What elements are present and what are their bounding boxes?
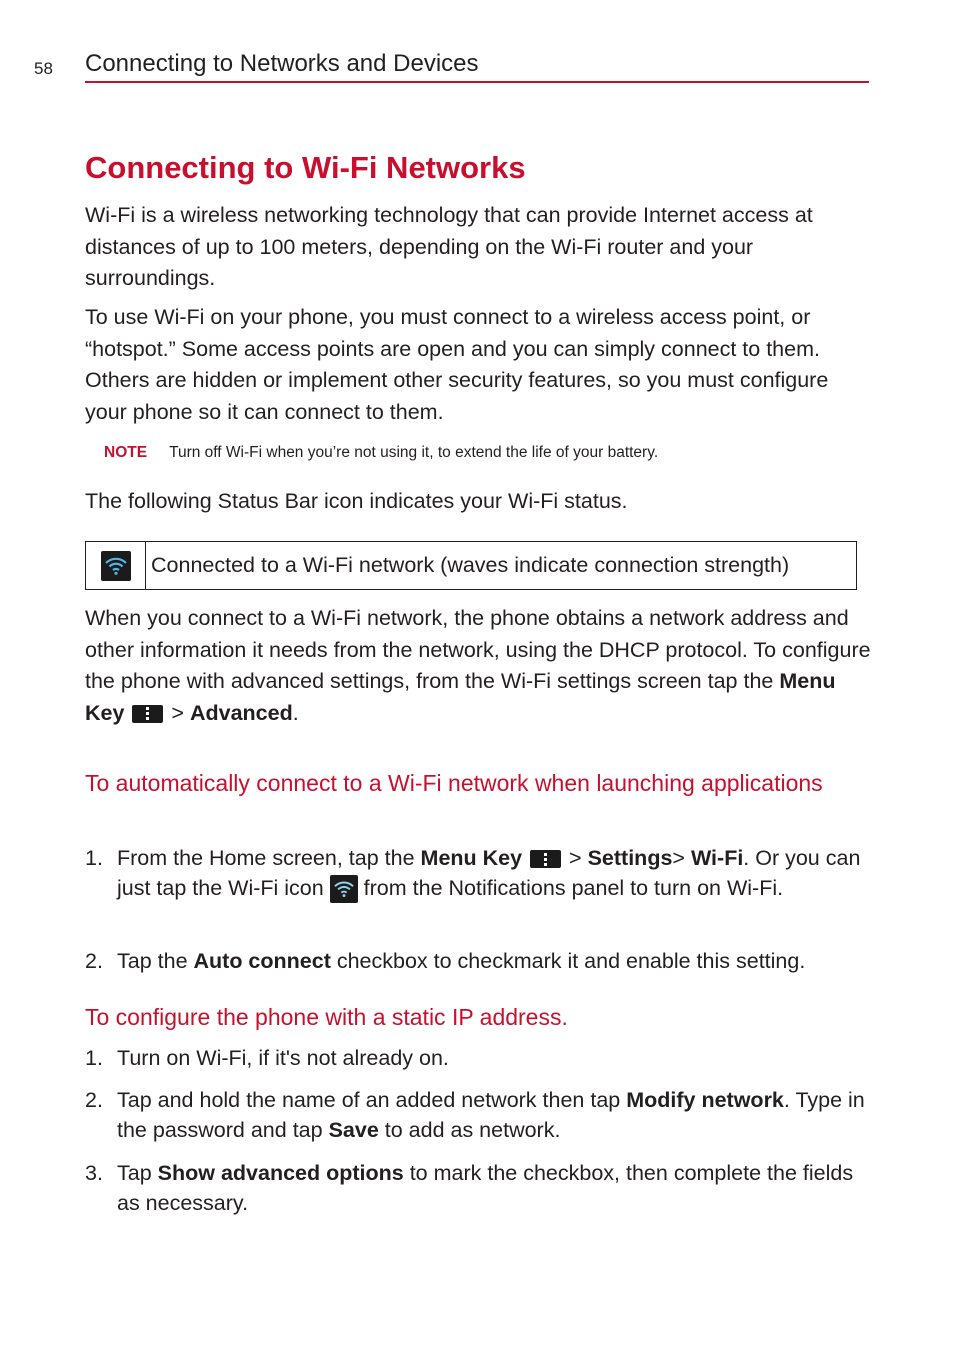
wifi-label: Wi-Fi [690,846,744,870]
step-number: 2. [85,1088,103,1112]
auto-connect-label: Auto connect [193,949,331,973]
section-heading-auto-connect: To automatically connect to a Wi-Fi network when launching applications [85,770,823,796]
note [104,444,658,462]
show-advanced-options-label: Show advanced options [157,1161,404,1185]
intro-paragraph-1: Wi-Fi is a wireless networking technology that can provide Internet access at distances of up to 100 meters, depending on the Wi-Fi router and your surroundings. [85,203,813,290]
page-number: 58 [34,59,53,78]
intro-paragraph-2: To use Wi-Fi on your phone, you must connect to a wireless access point, or “hotspot.” Some access points are open and you can simply connect to them. Others are hidden or implement other security features, so you must configure your phone so it can connect to them. [85,305,829,424]
status-intro: The following Status Bar icon indicates your Wi-Fi status. [85,489,628,513]
separator: > [165,700,190,725]
status-icon-table [85,541,857,590]
step-number: 1. [85,1046,103,1070]
list-item [85,1085,875,1145]
list-item [85,1043,875,1073]
step-number: 3. [85,1161,103,1185]
step-number: 1. [85,846,103,870]
step-text: From the Home screen, tap the Menu Key > Settings> Wi-Fi. Or you can just tap the Wi-Fi icon from the Notifications panel to turn on Wi-Fi. [117,843,875,903]
menu-key-icon [530,850,561,868]
page-title: Connecting to Wi-Fi Networks [85,150,526,185]
step-text: Turn on Wi-Fi, if it's not already on. [117,1046,449,1070]
save-label: Save [328,1118,379,1142]
status-description: Connected to a Wi-Fi network (waves indicate connection strength) [151,553,790,577]
status-icon-cell [86,542,146,589]
section-heading-static-ip: To configure the phone with a static IP address. [85,1004,568,1030]
settings-label: Settings [587,846,673,870]
running-header: Connecting to Networks and Devices [85,50,479,77]
menu-key-label: Menu Key [85,669,836,725]
menu-key-icon [132,705,163,723]
list-item [85,843,875,903]
step-text: Tap Show advanced options to mark the checkbox, then complete the fields as necessary. [117,1161,854,1215]
dhcp-text: When you connect to a Wi-Fi network, the phone obtains a network address and other information it needs from the network, using the DHCP protocol. To configure the phone with advanced settings, from the Wi-Fi settings screen tap the [85,606,871,693]
step-number: 2. [85,949,103,973]
advanced-label: Advanced [189,700,293,725]
note-text: Turn off Wi-Fi when you’re not using it, to extend the life of your battery. [169,444,659,461]
list-item [85,946,875,976]
dhcp-paragraph: When you connect to a Wi-Fi network, the phone obtains a network address and other information it needs from the network, using the DHCP protocol. To configure the phone with advanced settings, from the Wi-Fi settings screen tap the Menu Key > Advanced. [85,606,871,725]
wifi-icon [330,875,358,903]
note-label: NOTE [104,444,148,461]
list-item [85,1158,875,1218]
step-text: Tap and hold the name of an added network then tap Modify network. Type in the password and tap Save to add as network. [117,1088,865,1142]
menu-key-label: Menu Key [420,846,523,870]
wifi-icon [101,551,131,581]
modify-network-label: Modify network [626,1088,784,1112]
header-rule [85,81,869,83]
step-text: Tap the Auto connect checkbox to checkmark it and enable this setting. [117,949,806,973]
